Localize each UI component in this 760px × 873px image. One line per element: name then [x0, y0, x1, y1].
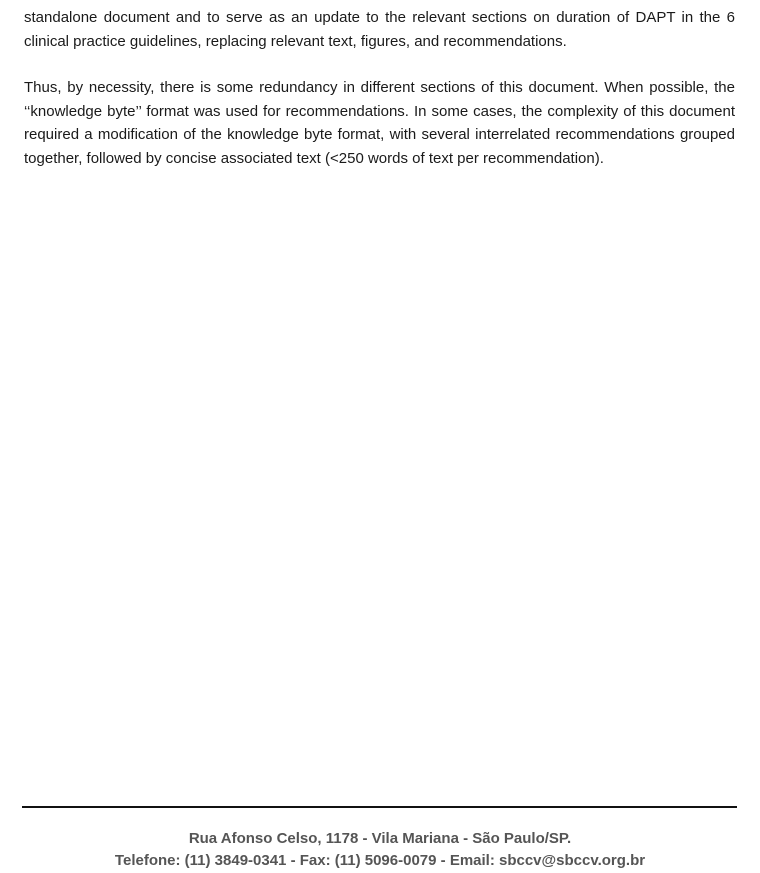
paragraph-redundancy-note: Thus, by necessity, there is some redundancy in different sections of this document. When possible, the ‘‘knowledge byte’’ format was used for recommendations. In some cases, the complexity of this document required a modification of the knowledge byte format, with several interrelated recommendations grouped together, followed by concise associated text (<250 words of text per recommendation). [24, 79, 735, 167]
footer-address: Rua Afonso Celso, 1178 - Vila Mariana - São Paulo/SP. [188, 830, 572, 847]
page-footer [0, 828, 760, 872]
footer-divider [22, 806, 737, 808]
footer-contact: Telefone: (11) 3849-0341 - Fax: (11) 5096-0079 - Email: sbccv@sbccv.org.br [114, 852, 646, 869]
paragraph-continuation: standalone document and to serve as an update to the relevant sections on duration of DAPT in the 6 clinical practice guidelines, replacing relevant text, figures, and recommendations. [24, 9, 735, 50]
document-body [24, 6, 735, 170]
